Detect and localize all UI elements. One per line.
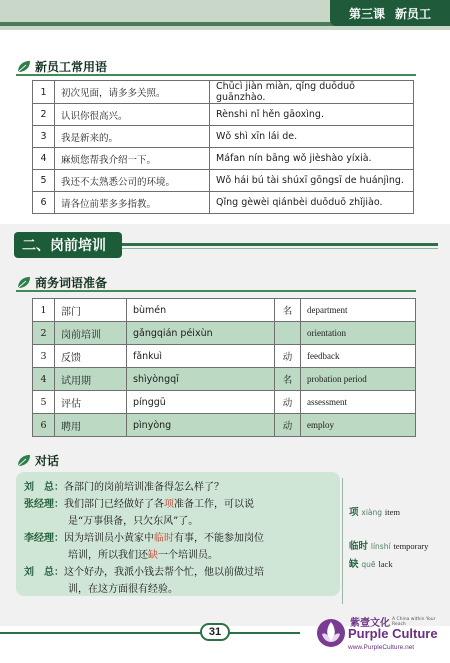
logo-name: Purple Culture bbox=[348, 626, 438, 641]
gloss-chinese: 项 bbox=[349, 507, 359, 518]
dialogue-text: 因为培训员小黄家中 bbox=[64, 533, 154, 544]
vocab-pinyin: fǎnkuì bbox=[127, 345, 275, 368]
section-rule bbox=[122, 243, 438, 246]
vocab-chinese: 评估 bbox=[55, 391, 127, 414]
phrases-heading-text: 新员工常用语 bbox=[35, 60, 108, 74]
vocab-heading-rule bbox=[16, 290, 416, 292]
vocab-english: employ bbox=[301, 414, 416, 437]
vocab-chinese: 部门 bbox=[55, 299, 127, 322]
phrase-chinese: 我是新来的。 bbox=[55, 126, 210, 148]
glossed-word: 缺 bbox=[148, 550, 158, 561]
row-number: 5 bbox=[33, 170, 55, 192]
table-row bbox=[33, 322, 416, 345]
gloss-chinese: 缺 bbox=[349, 559, 359, 570]
vocab-heading bbox=[16, 274, 107, 291]
dialogue-line bbox=[24, 563, 264, 578]
vocab-part-of-speech: 名 bbox=[275, 368, 301, 391]
phrase-chinese: 认识你很高兴。 bbox=[55, 104, 210, 126]
vocab-part-of-speech: 动 bbox=[275, 345, 301, 368]
section-rule-thin bbox=[122, 248, 438, 249]
gloss-item bbox=[349, 504, 400, 518]
row-number: 5 bbox=[33, 391, 55, 414]
gloss-english: temporary bbox=[393, 541, 429, 551]
lesson-topic: 新员工 bbox=[395, 6, 432, 21]
footer-rule bbox=[0, 632, 300, 634]
dialogue-text: 培训，所以我们还 bbox=[68, 550, 148, 561]
vocab-chinese: 反馈 bbox=[55, 345, 127, 368]
leaf-icon bbox=[16, 60, 32, 74]
phrase-chinese: 麻烦您帮我介绍一下。 bbox=[55, 148, 210, 170]
phrases-table bbox=[32, 80, 414, 214]
speaker-name: 刘 总： bbox=[24, 482, 64, 493]
table-row bbox=[33, 170, 414, 192]
phrases-heading-rule bbox=[16, 74, 416, 76]
phrase-pinyin: Máfan nín bāng wǒ jièshào yíxià. bbox=[210, 148, 414, 170]
vocab-english: department bbox=[301, 299, 416, 322]
logo-chinese: 紫壹文化 bbox=[350, 618, 390, 629]
phrase-chinese: 初次见面，请多多关照。 bbox=[55, 81, 210, 104]
speaker-name: 李经理： bbox=[24, 533, 64, 544]
vocab-pinyin: pínggū bbox=[127, 391, 275, 414]
row-number: 3 bbox=[33, 345, 55, 368]
gloss-english: item bbox=[384, 507, 401, 517]
vocab-pinyin: pìnyòng bbox=[127, 414, 275, 437]
vocab-english: orientation bbox=[301, 322, 416, 345]
publisher-logo bbox=[316, 612, 448, 660]
vocab-chinese: 聘用 bbox=[55, 414, 127, 437]
row-number: 4 bbox=[33, 368, 55, 391]
logo-tagline: A China within Your Reach bbox=[392, 617, 436, 627]
dialogue-heading bbox=[16, 452, 59, 469]
dialogue-line bbox=[24, 478, 224, 493]
gloss-english: lack bbox=[378, 559, 393, 569]
row-number: 3 bbox=[33, 126, 55, 148]
table-row bbox=[33, 368, 416, 391]
dialogue-text: 训，在这方面很有经验。 bbox=[68, 584, 178, 595]
phrases-heading bbox=[16, 58, 107, 75]
glossed-word: 临时 bbox=[154, 533, 174, 544]
table-row bbox=[33, 414, 416, 437]
row-number: 6 bbox=[33, 192, 55, 214]
vocab-heading-text: 商务词语准备 bbox=[35, 276, 108, 290]
vocab-part-of-speech bbox=[275, 322, 301, 345]
vocab-part-of-speech: 名 bbox=[275, 299, 301, 322]
table-row bbox=[33, 192, 414, 214]
dialogue-line bbox=[24, 529, 264, 544]
vocab-chinese: 岗前培训 bbox=[55, 322, 127, 345]
speaker-name: 刘 总： bbox=[24, 567, 64, 578]
table-row bbox=[33, 391, 416, 414]
table-row bbox=[33, 81, 414, 104]
logo-url: www.PurpleCulture.net bbox=[348, 644, 415, 651]
table-row bbox=[33, 126, 414, 148]
dialogue-text: 各部门的岗前培训准备得怎么样了？ bbox=[64, 482, 224, 493]
gloss-item bbox=[349, 538, 428, 552]
table-row bbox=[33, 345, 416, 368]
vocab-pinyin: gǎngqián péixùn bbox=[127, 322, 275, 345]
dialogue-line bbox=[68, 580, 178, 595]
row-number: 1 bbox=[33, 81, 55, 104]
vocab-table bbox=[32, 298, 416, 437]
page-number: 31 bbox=[200, 623, 230, 641]
table-row bbox=[33, 148, 414, 170]
dialogue-text: 这个好办，我派小钱去帮个忙，他以前做过培 bbox=[64, 567, 264, 578]
vocab-english: feedback bbox=[301, 345, 416, 368]
dialogue-heading-text: 对话 bbox=[35, 454, 60, 468]
vocab-english: assessment bbox=[301, 391, 416, 414]
gloss-item bbox=[349, 556, 393, 570]
dialogue-line bbox=[68, 546, 218, 561]
vocab-pinyin: shìyòngqī bbox=[127, 368, 275, 391]
vocab-chinese: 试用期 bbox=[55, 368, 127, 391]
dialogue-line bbox=[68, 512, 198, 527]
dialogue-text: 准备工作，可以说 bbox=[174, 499, 254, 510]
phrase-pinyin: Chūcì jiàn miàn, qǐng duōduō guānzhào. bbox=[210, 81, 414, 104]
phrase-chinese: 请各位前辈多多指教。 bbox=[55, 192, 210, 214]
dialogue-text: 是“万事俱备，只欠东风”了。 bbox=[68, 516, 199, 527]
phrase-pinyin: Wǒ shì xīn lái de. bbox=[210, 126, 414, 148]
gloss-panel bbox=[342, 478, 446, 604]
lesson-tab bbox=[330, 0, 450, 26]
row-number: 1 bbox=[33, 299, 55, 322]
vocab-part-of-speech: 动 bbox=[275, 414, 301, 437]
vocab-english: probation period bbox=[301, 368, 416, 391]
section-title: 二、岗前培训 bbox=[14, 232, 122, 258]
phrase-pinyin: Rènshi nǐ hěn gāoxìng. bbox=[210, 104, 414, 126]
table-row bbox=[33, 104, 414, 126]
lotus-logo-icon bbox=[316, 616, 346, 650]
gloss-chinese: 临时 bbox=[349, 541, 369, 552]
gloss-pinyin: quē bbox=[361, 560, 376, 569]
leaf-icon bbox=[16, 454, 32, 468]
glossed-word: 项 bbox=[164, 499, 174, 510]
dialogue-line bbox=[24, 495, 254, 510]
dialogue-text: 我们部门已经做好了各 bbox=[64, 499, 164, 510]
leaf-icon bbox=[16, 276, 32, 290]
gloss-pinyin: línshí bbox=[370, 542, 391, 551]
row-number: 2 bbox=[33, 104, 55, 126]
lesson-number: 第三课 bbox=[348, 6, 385, 21]
speaker-name: 张经理： bbox=[24, 499, 64, 510]
row-number: 4 bbox=[33, 148, 55, 170]
vocab-pinyin: bùmén bbox=[127, 299, 275, 322]
table-row bbox=[33, 299, 416, 322]
dialogue-text: 有事，不能参加岗位 bbox=[174, 533, 264, 544]
row-number: 6 bbox=[33, 414, 55, 437]
phrase-chinese: 我还不太熟悉公司的环境。 bbox=[55, 170, 210, 192]
gloss-pinyin: xiàng bbox=[361, 508, 383, 517]
phrase-pinyin: Qǐng gèwèi qiánbèi duōduō zhǐjiào. bbox=[210, 192, 414, 214]
dialogue-text: 一个培训员。 bbox=[158, 550, 218, 561]
dialogue-box bbox=[16, 472, 340, 596]
vocab-part-of-speech: 动 bbox=[275, 391, 301, 414]
row-number: 2 bbox=[33, 322, 55, 345]
phrase-pinyin: Wǒ hái bú tài shúxī gōngsī de huánjìng. bbox=[210, 170, 414, 192]
